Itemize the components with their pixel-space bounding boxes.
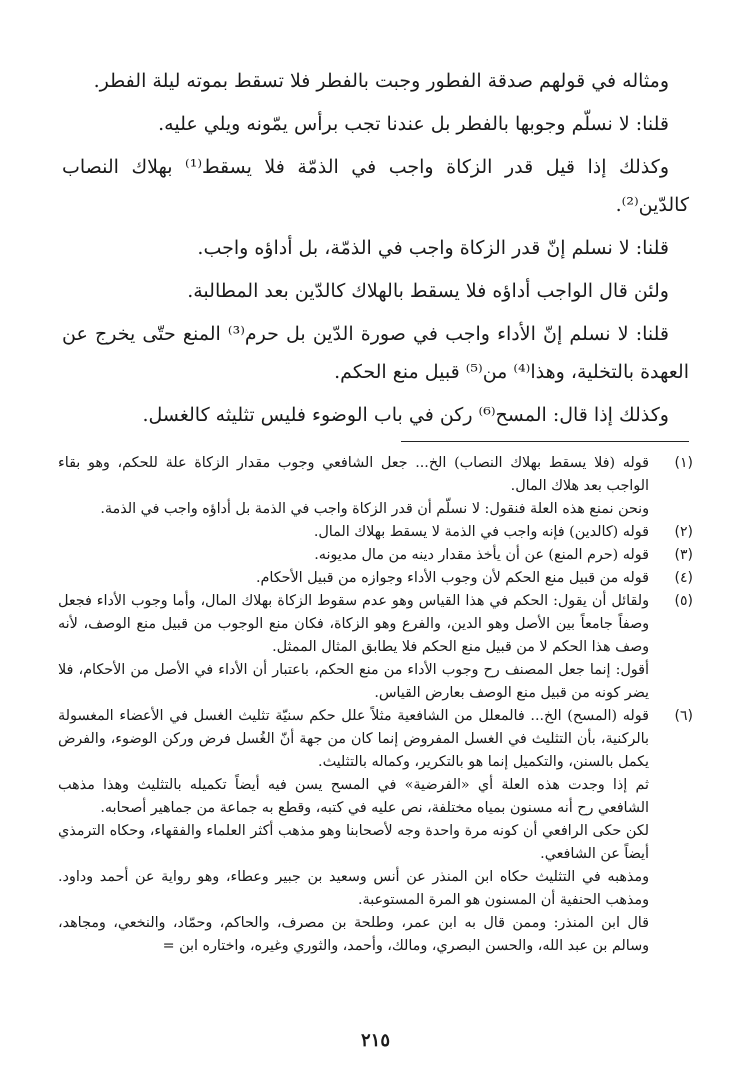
footnote-continuation: قال ابن المنذر: وممن قال به ابن عمر، وطلحة بن مصرف، والحاكم، وحمّاد، والنخعي، ومجاهد، وسالم بن عبد الله، والحسن البصري، ومالك، وأحمد، والثوري وغيره، واختاره ابن = — [58, 915, 649, 954]
footnote-continuation: أقول: إنما جعل المصنف رح وجوب الأداء من منع الحكم، باعتبار أن الأداء في الأصل من الأحكام، فلا يضر كونه من قبيل منع الوصف بعارض القياس. — [58, 662, 649, 701]
main-text — [62, 62, 689, 439]
footnote-text: قوله (كالدين) فإنه واجب في الذمة لا يسقط بهلاك المال. — [313, 524, 649, 540]
paragraph: قلنا: لا نسلم إنّ الأداء واجب في صورة الدّين بل حرم⁽³⁾ المنع حتّى يخرج عن العهدة بالتخلية، وهذا⁽⁴⁾ من⁽⁵⁾ قبيل منع الحكم. — [62, 323, 689, 383]
footnote-number: (٤) — [674, 570, 693, 586]
footnote-number: (٥) — [674, 593, 693, 609]
footnote — [58, 452, 693, 498]
footnote — [58, 544, 693, 567]
footnote-continuation: ثم إذا وجدت هذه العلة أي «الفرضية» في المسح يسن فيه أيضاً تكميله بالتثليث وهذا مذهب الشافعي رح أنه مسنون بمياه مختلفة، نص عليه في كتبه، وقطع به جماعة من جماهير أصحابه. — [58, 777, 649, 816]
paragraph: قلنا: لا نسلّم وجوبها بالفطر بل عندنا تجب برأس يمّونه ويلي عليه. — [158, 113, 669, 135]
paragraph: قلنا: لا نسلم إنّ قدر الزكاة واجب في الذمّة، بل أداؤه واجب. — [197, 237, 669, 259]
footnote-number: (١) — [674, 455, 693, 471]
footnote — [58, 590, 693, 659]
footnote — [58, 705, 693, 774]
footnote — [58, 521, 693, 544]
footnote-continuation: ونحن نمنع هذه العلة فنقول: لا نسلّم أن قدر الزكاة واجب في الذمة بل أداؤه واجب في الذمة. — [100, 501, 649, 517]
footnote-text: قوله (حرم المنع) عن أن يأخذ مقدار دينه من مال مديونه. — [314, 547, 649, 563]
paragraph: ولئن قال الواجب أداؤه فلا يسقط بالهلاك كالدّين بعد المطالبة. — [187, 280, 669, 302]
footnote-number: (٣) — [674, 547, 693, 563]
footnote-text: قوله (فلا يسقط بهلاك النصاب) الخ... جعل الشافعي وجوب مقدار الزكاة علة للحكم، وهو بقاء الواجب بعد هلاك المال. — [58, 455, 649, 494]
footnote-separator — [401, 441, 689, 442]
footnote-continuation: لكن حكى الرافعي أن كونه مرة واحدة وجه لأصحابنا وهو مذهب أكثر العلماء والفقهاء، وحكاه الترمذي أيضاً عن الشافعي. — [58, 823, 649, 862]
footnote — [58, 567, 693, 590]
paragraph: ومثاله في قولهم صدقة الفطور وجبت بالفطر فلا تسقط بموته ليلة الفطر. — [93, 70, 669, 92]
footnote-number: (٢) — [674, 524, 693, 540]
footnote-continuation: ومذهبه في التثليث حكاه ابن المنذر عن أنس وسعيد بن جبير وعطاء، وهو رواية عن أحمد وداود. ومذهب الحنفية أن المسنون هو المرة المستوعبة. — [58, 869, 649, 908]
paragraph: وكذلك إذا قال: المسح⁽⁶⁾ ركن في باب الوضوء فليس تثليثه كالغسل. — [142, 404, 669, 426]
footnote-text: قوله من قبيل منع الحكم لأن وجوب الأداء وجوازه من قبيل الأحكام. — [256, 570, 649, 586]
footnotes — [58, 452, 693, 958]
footnote-text: قوله (المسح) الخ... فالمعلل من الشافعية مثلاً علل حكم سنيّة تثليث الغسل في الأعضاء المغسولة بالركنية، بأن التثليث في الغسل المفروض إنما كان من جهة أنّ الغُسل فرض وركن الوضوء، والفرض يكمل بالسنن، والتكميل إنما هو بالتكرير، وكماله بالتثليث. — [58, 708, 649, 770]
page-number: ٢١٥ — [360, 1030, 390, 1051]
paragraph: وكذلك إذا قيل قدر الزكاة واجب في الذمّة فلا يسقط⁽¹⁾ بهلاك النصاب كالدّين⁽²⁾. — [62, 156, 689, 216]
footnote-text: ولقائل أن يقول: الحكم في هذا القياس وهو عدم سقوط الزكاة بهلاك المال، وأما وجوب الأداء فجعل وصفاً جامعاً بين الأصل وهو الدين، والفرع وهو الزكاة، فكان منع الوجوب من قبيل منع الوصف، لأنه وصف هذا الحكم لا من قبيل منع الحكم فلا يطابق المثال الممثل. — [58, 593, 649, 655]
footnote-number: (٦) — [674, 708, 693, 724]
